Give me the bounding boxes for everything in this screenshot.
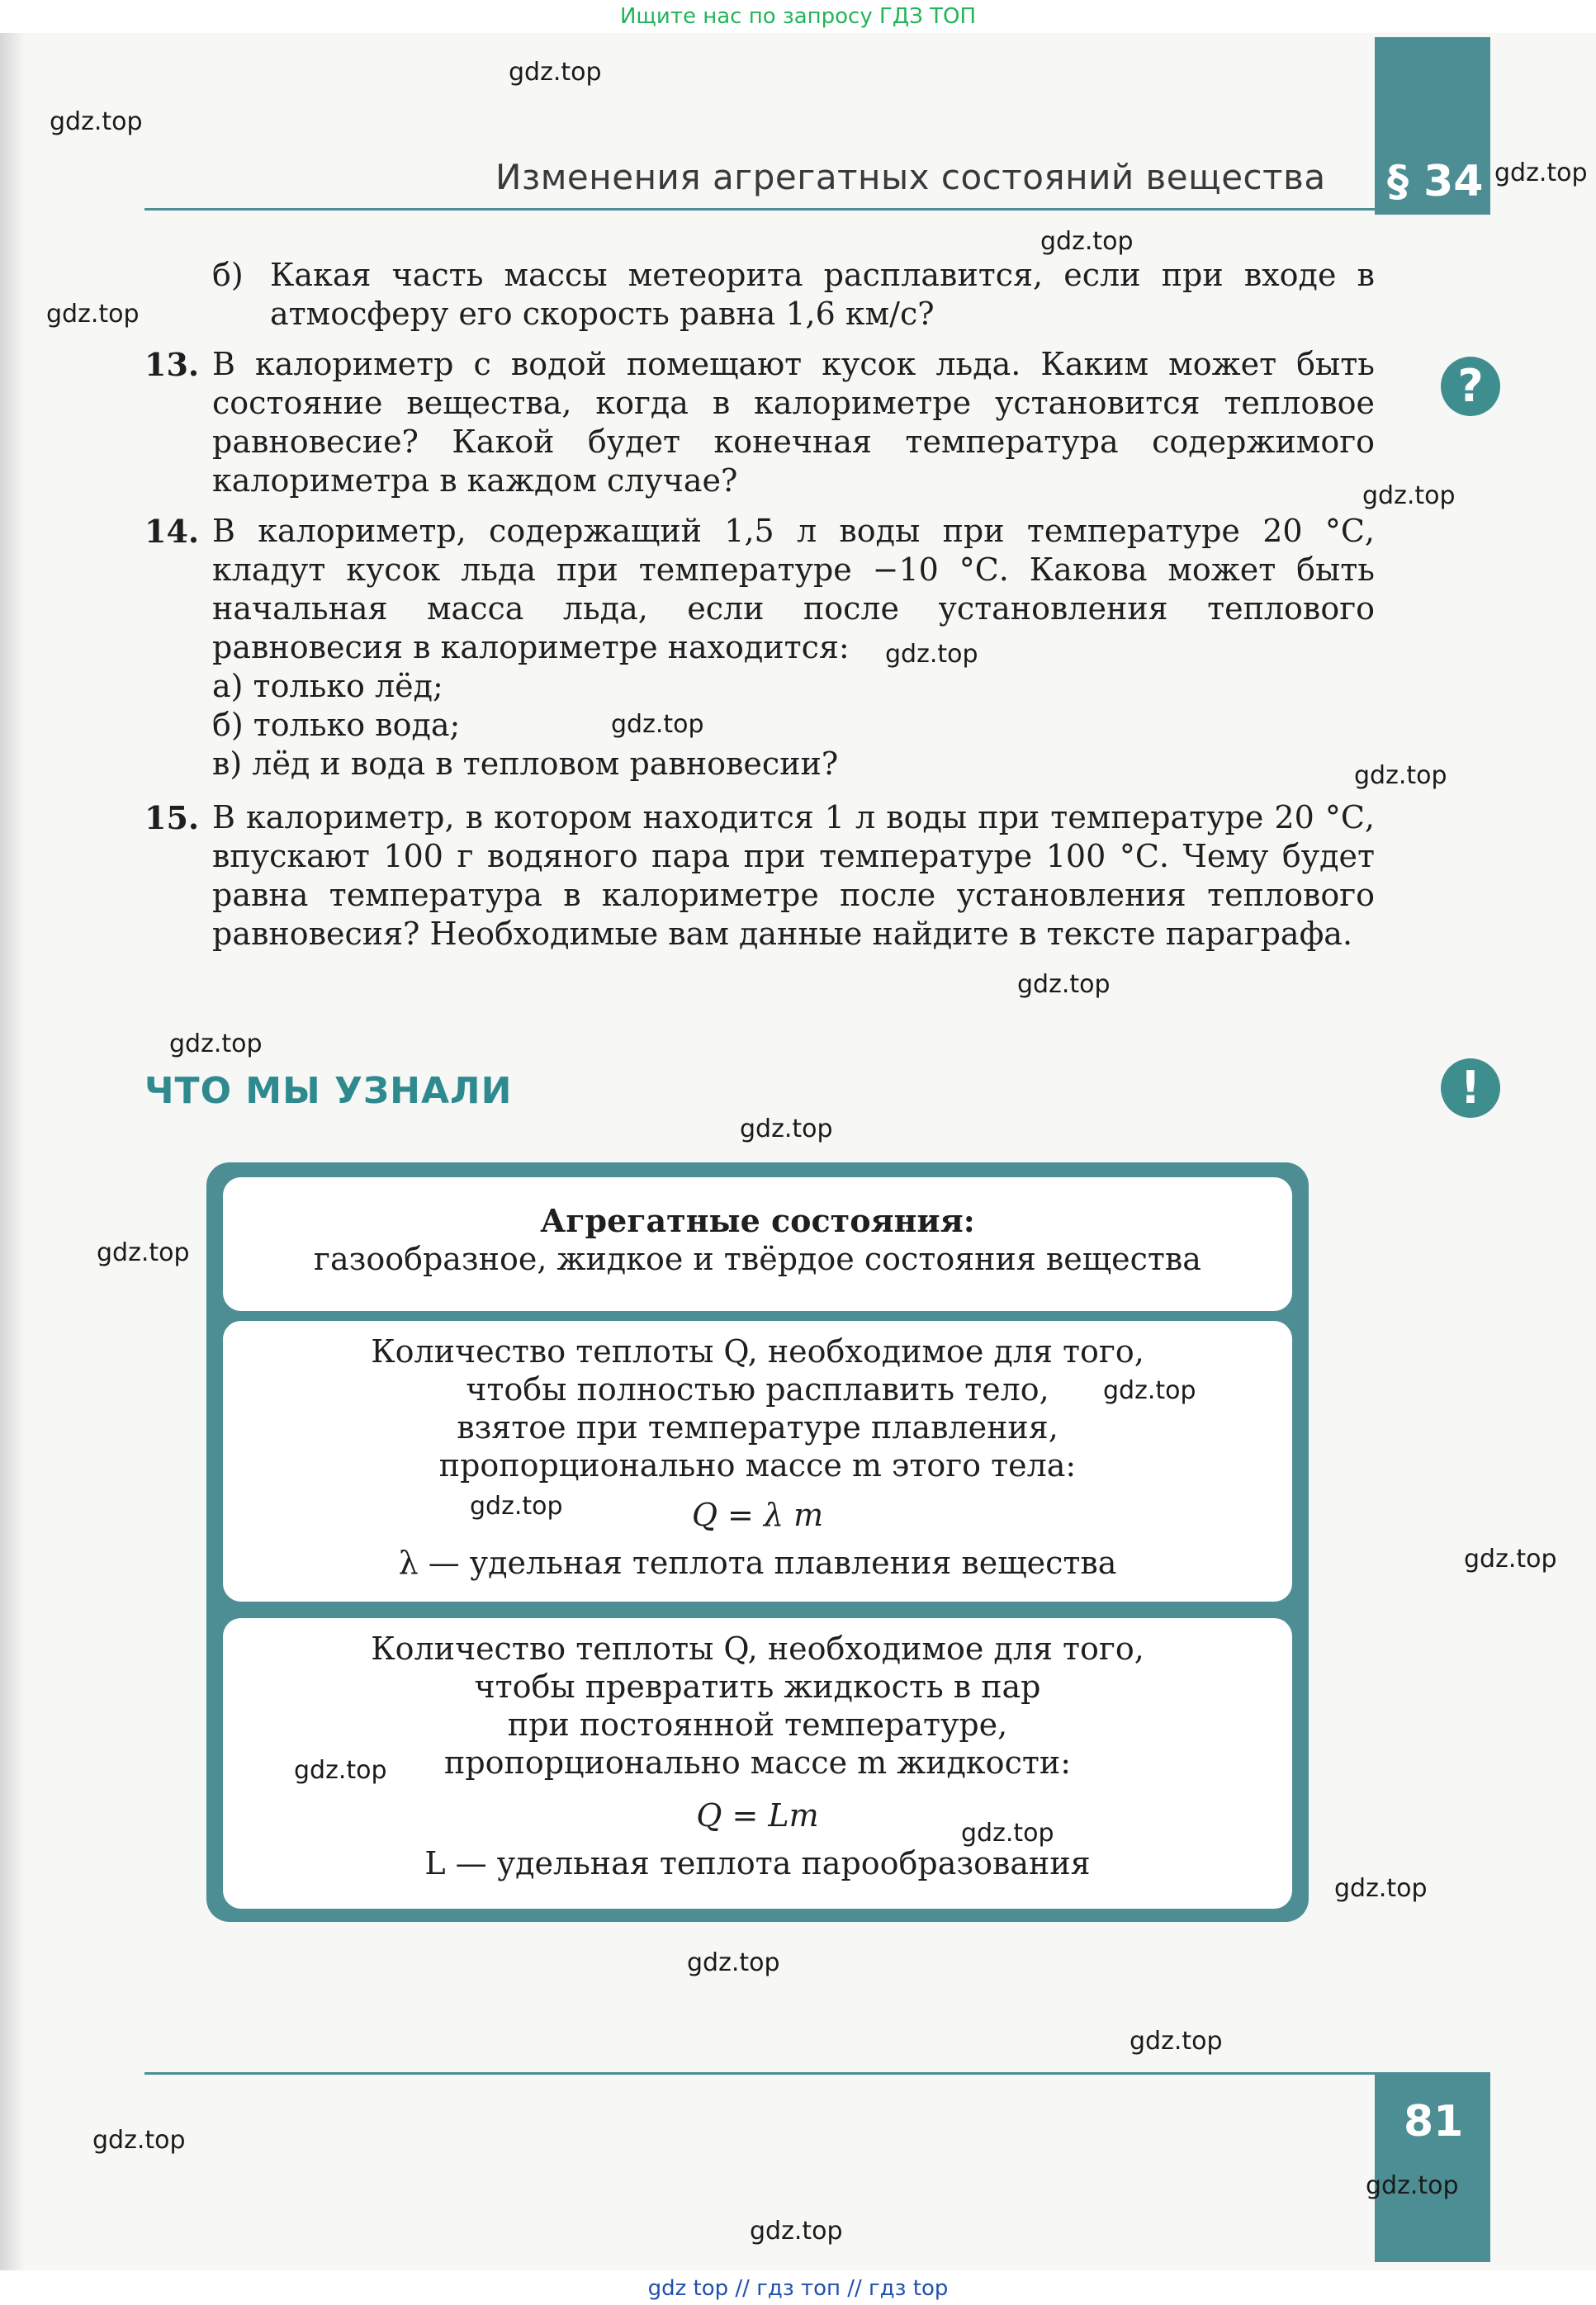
melting-line-3: взятое при температуре плавления, (457, 1409, 1058, 1446)
watermark: gdz.top (1494, 159, 1588, 187)
watermark: gdz.top (97, 1238, 190, 1267)
page-number: 81 (1404, 2097, 1464, 2146)
exclamation-icon: ! (1441, 1058, 1500, 1118)
watermark: gdz.top (1040, 227, 1134, 256)
watermark: gdz.top (169, 1029, 263, 1058)
watermark: gdz.top (1017, 970, 1111, 999)
melting-line-1: Количество теплоты Q, необходимое для того, (371, 1333, 1144, 1370)
watermark: gdz.top (1366, 2171, 1459, 2200)
melting-line-4: пропорционально массе m этого тела: (438, 1447, 1077, 1484)
header-divider (144, 208, 1375, 211)
section-number: § 34 (1387, 157, 1484, 206)
melting-formula: Q = λ m (691, 1497, 824, 1533)
watermark: gdz.top (1464, 1545, 1557, 1574)
question-icon: ? (1441, 357, 1500, 416)
page-edge-shadow (0, 33, 25, 2270)
watermark: gdz.top (1103, 1376, 1196, 1405)
vapor-line-4: пропорционально массе m жидкости: (444, 1744, 1071, 1781)
summary-panel (206, 1162, 1309, 1922)
summary-box-states-text: газообразное, жидкое и твёрдое состояния вещества (314, 1241, 1201, 1277)
task-14-option-a: а) только лёд; (212, 668, 443, 704)
vapor-formula: Q = Lm (696, 1797, 819, 1834)
task-12b-label: б) (212, 257, 244, 293)
vapor-line-3: при постоянной температуре, (507, 1706, 1008, 1743)
task-14-option-b: б) только вода; (212, 707, 461, 743)
tasks-content (144, 256, 1375, 960)
watermark: gdz.top (1334, 1874, 1428, 1903)
summary-box-states (223, 1177, 1292, 1311)
watermark: gdz.top (750, 2217, 843, 2246)
watermark: gdz.top (1354, 761, 1447, 790)
watermark: gdz.top (294, 1756, 387, 1785)
task-15 (144, 798, 1375, 954)
watermark: gdz.top (92, 2126, 186, 2155)
task-15-text: В калориметр, в котором находится 1 л воды при температуре 20 °С, впускают 100 г водяного пара при температуре 100 °С. Чему будет равна температура в калориметре после установления теплового равновесия? Необходимые вам данные найдите в тексте параграфа. (212, 799, 1375, 952)
task-13-number: 13. (144, 346, 200, 383)
watermark: gdz.top (470, 1492, 563, 1521)
watermark: gdz.top (1362, 481, 1456, 510)
task-14-number: 14. (144, 513, 200, 550)
watermark: gdz.top (611, 710, 704, 739)
vapor-line-2: чтобы превратить жидкость в пар (474, 1668, 1041, 1705)
watermark: gdz.top (46, 300, 140, 329)
vapor-note: L — удельная теплота парообразования (424, 1845, 1091, 1881)
chapter-title: Изменения агрегатных состояний вещества (495, 157, 1326, 197)
watermark: gdz.top (1130, 2027, 1223, 2056)
task-14-text: В калориметр, содержащий 1,5 л воды при температуре 20 °С, кладут кусок льда при температуре −10 °С. Какова может быть начальная масса льда, если после установления теплового равновесия в калориметре находится: (212, 513, 1375, 665)
watermark: gdz.top (885, 640, 978, 669)
summary-box-states-title: Агрегатные состояния: (540, 1202, 975, 1239)
footer-divider (144, 2072, 1375, 2075)
vapor-line-1: Количество теплоты Q, необходимое для того, (371, 1631, 1144, 1667)
summary-box-melting (223, 1321, 1292, 1602)
bottom-banner[interactable]: gdz top // гдз топ // гдз top (647, 2276, 949, 2301)
watermark: gdz.top (961, 1819, 1054, 1848)
task-12b (144, 256, 1375, 334)
task-13 (144, 345, 1375, 500)
top-banner[interactable]: Ищите нас по запросу ГДЗ ТОП (619, 4, 977, 29)
watermark: gdz.top (50, 107, 143, 136)
melting-line-2: чтобы полностью расплавить тело, (466, 1371, 1049, 1408)
task-13-text: В калориметр с водой помещают кусок льда. Каким может быть состояние вещества, когда в калориметре установится тепловое равновесие? Какой будет конечная температура содержимого калориметра в каждом случае? (212, 346, 1375, 499)
watermark: gdz.top (509, 58, 602, 87)
task-12b-text: Какая часть массы метеорита расплавится, если при входе в атмосферу его скорость равна 1,6 км/с? (270, 257, 1375, 332)
watermark: gdz.top (740, 1115, 833, 1143)
task-14-option-c: в) лёд и вода в тепловом равновесии? (212, 745, 839, 782)
task-15-number: 15. (144, 799, 200, 836)
melting-note: λ — удельная теплота плавления вещества (398, 1545, 1117, 1581)
what-we-learned-heading: ЧТО МЫ УЗНАЛИ (144, 1070, 513, 1112)
task-14 (144, 512, 1375, 783)
watermark: gdz.top (687, 1948, 780, 1977)
